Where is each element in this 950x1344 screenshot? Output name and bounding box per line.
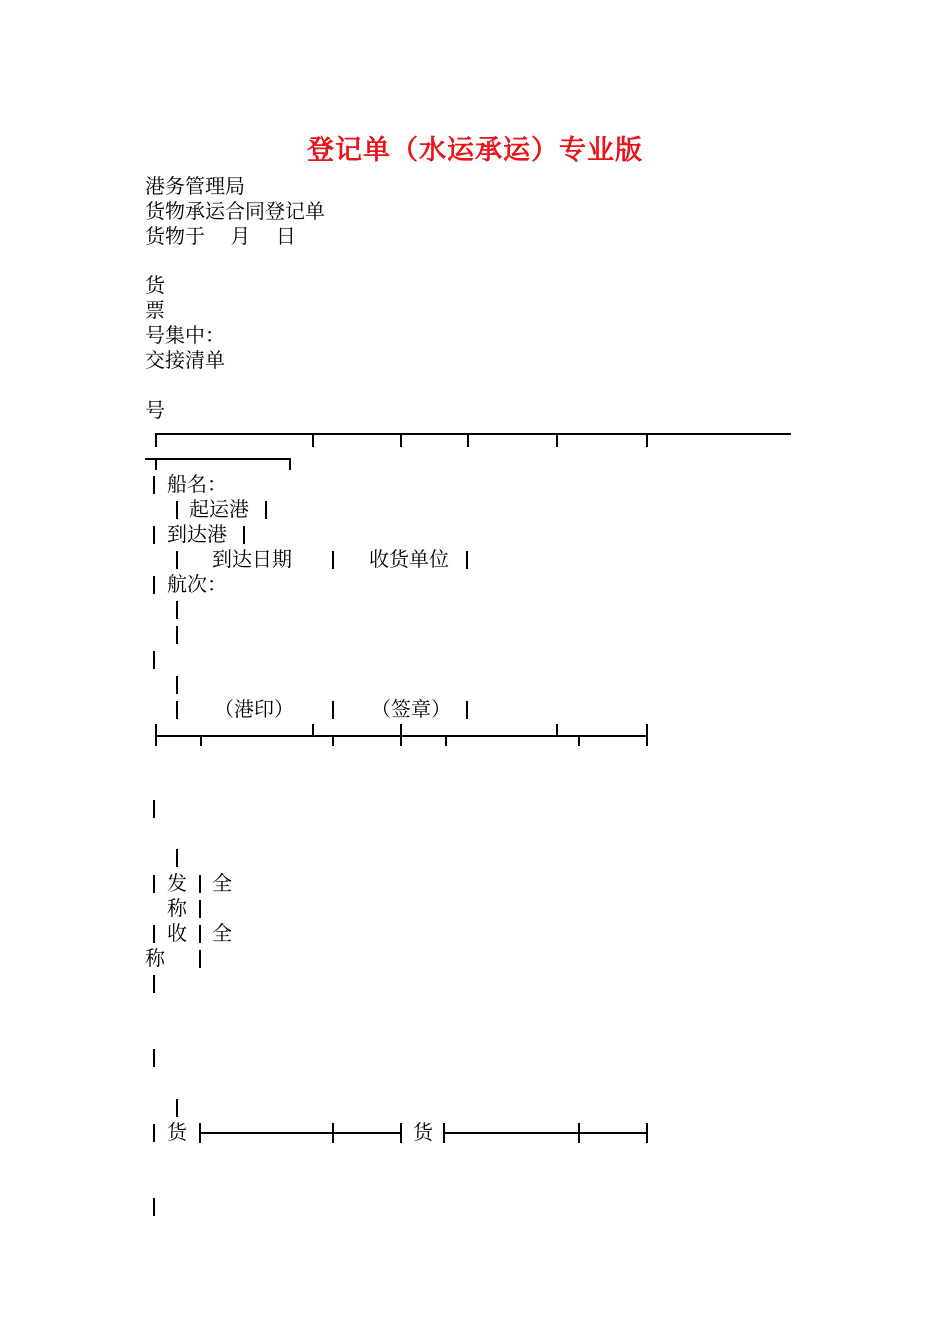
shipper-name-label: 称 xyxy=(167,896,187,920)
goods-label-2: 货 xyxy=(413,1120,433,1144)
ship-name-label: 船名： xyxy=(167,472,227,496)
goods-row-line-1 xyxy=(199,1132,400,1134)
port-seal-label: （港印） xyxy=(214,697,294,721)
cell-border xyxy=(153,975,155,993)
receiver-name-label: 称 xyxy=(145,946,165,970)
cell-border xyxy=(153,651,155,669)
table-tick xyxy=(646,433,648,447)
consignee-unit-label: 收货单位 xyxy=(369,547,449,571)
cell-border xyxy=(176,501,178,519)
number-label: 号 xyxy=(145,398,165,422)
cell-border xyxy=(153,576,155,594)
cell-border xyxy=(199,900,201,918)
cell-border xyxy=(332,551,334,569)
table-tick xyxy=(155,458,157,470)
table-top-border-cont xyxy=(145,458,290,460)
table-tick xyxy=(200,735,202,746)
cell-border xyxy=(153,925,155,943)
cell-border xyxy=(176,676,178,694)
table-tick xyxy=(556,433,558,447)
table-top-border xyxy=(155,433,791,435)
cell-border xyxy=(466,701,468,719)
waybill-char-1: 货 xyxy=(145,273,165,297)
waybill-char-2: 票 xyxy=(145,298,165,322)
table-tick xyxy=(312,433,314,447)
cell-border xyxy=(153,875,155,893)
table-tick xyxy=(445,735,447,746)
shipper-full-label: 全 xyxy=(212,871,232,895)
arrival-date-label: 到达日期 xyxy=(212,547,292,571)
table-tick xyxy=(289,458,291,470)
cell-border xyxy=(243,526,245,544)
cell-border xyxy=(332,1123,334,1143)
table-tick xyxy=(467,433,469,447)
cell-border xyxy=(153,800,155,818)
cell-border xyxy=(199,925,201,943)
cargo-date-label: 货物于 月 日 xyxy=(145,224,296,248)
cell-border xyxy=(199,950,201,968)
port-authority-label: 港务管理局 xyxy=(145,174,245,198)
receiver-label: 收 xyxy=(167,921,187,945)
cell-border xyxy=(199,875,201,893)
table-tick xyxy=(646,724,648,746)
table-tick xyxy=(312,724,314,735)
cell-border xyxy=(646,1123,648,1143)
cell-border xyxy=(153,526,155,544)
table-tick xyxy=(155,433,157,447)
cell-border xyxy=(153,476,155,494)
cell-border xyxy=(578,1123,580,1143)
table-tick xyxy=(155,724,157,746)
handover-list-label: 交接清单 xyxy=(145,348,225,372)
cell-border xyxy=(153,1124,155,1142)
receiver-full-label: 全 xyxy=(212,921,232,945)
table-tick xyxy=(578,735,580,746)
table-tick xyxy=(400,433,402,447)
origin-port-label: 起运港 xyxy=(189,497,249,521)
cell-border xyxy=(332,701,334,719)
cell-border xyxy=(176,701,178,719)
cell-border xyxy=(153,1049,155,1067)
shipper-label: 发 xyxy=(167,871,187,895)
form-name-label: 货物承运合同登记单 xyxy=(145,199,325,223)
cell-border xyxy=(265,501,267,519)
table-tick xyxy=(556,724,558,735)
cell-border xyxy=(176,1099,178,1117)
cell-border xyxy=(400,1123,402,1143)
cell-border xyxy=(176,626,178,644)
cell-border xyxy=(153,1198,155,1216)
destination-port-label: 到达港 xyxy=(167,522,227,546)
cell-border xyxy=(176,601,178,619)
document-title: 登记单（水运承运）专业版 xyxy=(307,135,643,166)
table-tick xyxy=(400,724,402,746)
table-tick xyxy=(332,735,334,746)
cell-border xyxy=(176,849,178,867)
cell-border xyxy=(176,551,178,569)
waybill-number-label: 号集中： xyxy=(145,323,225,347)
signature-seal-label: （签章） xyxy=(371,697,451,721)
voyage-label: 航次： xyxy=(167,572,227,596)
goods-row-line-2 xyxy=(443,1132,648,1134)
cell-border xyxy=(466,551,468,569)
goods-label-1: 货 xyxy=(167,1120,187,1144)
